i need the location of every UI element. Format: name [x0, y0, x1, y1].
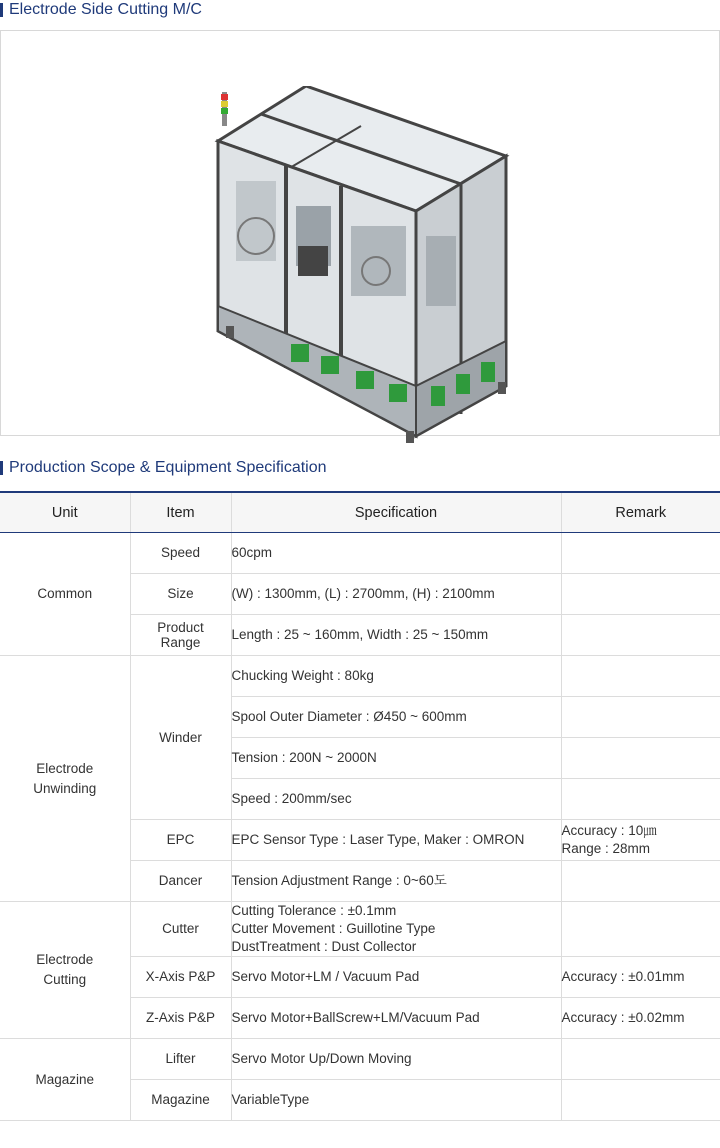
- spec-epc: EPC Sensor Type : Laser Type, Maker : OMRON: [231, 820, 561, 861]
- spec-magazine: VariableType: [231, 1080, 561, 1121]
- machine-image-frame: [0, 30, 720, 436]
- machine-title: Electrode Side Cutting M/C: [9, 1, 202, 18]
- remark-magazine: [561, 1080, 720, 1121]
- spec-chucking-weight: Chucking Weight : 80kg: [231, 656, 561, 697]
- spec-size: (W) : 1300mm, (L) : 2700mm, (H) : 2100mm: [231, 574, 561, 615]
- remark-spool-diameter: [561, 697, 720, 738]
- spec-dancer: Tension Adjustment Range : 0~60도: [231, 861, 561, 902]
- unit-magazine: Magazine: [0, 1039, 130, 1121]
- spec-spool-diameter: Spool Outer Diameter : Ø450 ~ 600mm: [231, 697, 561, 738]
- remark-epc: Accuracy : 10㎛ Range : 28mm: [561, 820, 720, 861]
- spec-table: [0, 491, 720, 1121]
- remark-size: [561, 574, 720, 615]
- spec-z-axis-pp: Servo Motor+BallScrew+LM/Vacuum Pad: [231, 998, 561, 1039]
- unit-electrode-cutting: Electrode Cutting: [0, 902, 130, 1039]
- remark-x-axis-pp: Accuracy : ±0.01mm: [561, 957, 720, 998]
- remark-dancer: [561, 861, 720, 902]
- item-lifter: Lifter: [130, 1039, 231, 1080]
- item-dancer: Dancer: [130, 861, 231, 902]
- table-row: [0, 533, 720, 574]
- title-bar-marker: [0, 3, 3, 17]
- remark-cutter: [561, 902, 720, 957]
- spec-winder-speed: Speed : 200mm/sec: [231, 779, 561, 820]
- item-speed: Speed: [130, 533, 231, 574]
- table-row: [0, 902, 720, 957]
- item-magazine: Magazine: [130, 1080, 231, 1121]
- title-bar-marker: [0, 461, 3, 475]
- table-row: [0, 1039, 720, 1080]
- section-title-machine: [0, 0, 202, 20]
- remark-chucking-weight: [561, 656, 720, 697]
- header-unit: Unit: [0, 492, 130, 533]
- header-remark: Remark: [561, 492, 720, 533]
- item-x-axis-pp: X-Axis P&P: [130, 957, 231, 998]
- spec-speed: 60cpm: [231, 533, 561, 574]
- spec-product-range: Length : 25 ~ 160mm, Width : 25 ~ 150mm: [231, 615, 561, 656]
- remark-lifter: [561, 1039, 720, 1080]
- spec-cutter: Cutting Tolerance : ±0.1mm Cutter Movement : Guillotine Type DustTreatment : Dust Collector: [231, 902, 561, 957]
- item-product-range: Product Range: [130, 615, 231, 656]
- unit-electrode-unwinding: Electrode Unwinding: [0, 656, 130, 902]
- item-cutter: Cutter: [130, 902, 231, 957]
- spec-x-axis-pp: Servo Motor+LM / Vacuum Pad: [231, 957, 561, 998]
- header-item: Item: [130, 492, 231, 533]
- machine-illustration: [206, 86, 516, 456]
- remark-speed: [561, 533, 720, 574]
- remark-product-range: [561, 615, 720, 656]
- item-epc: EPC: [130, 820, 231, 861]
- remark-z-axis-pp: Accuracy : ±0.02mm: [561, 998, 720, 1039]
- item-size: Size: [130, 574, 231, 615]
- item-winder: Winder: [130, 656, 231, 820]
- table-header-row: [0, 492, 720, 533]
- section-title-spec: [0, 458, 327, 478]
- header-specification: Specification: [231, 492, 561, 533]
- spec-lifter: Servo Motor Up/Down Moving: [231, 1039, 561, 1080]
- spec-title: Production Scope & Equipment Specification: [9, 459, 327, 476]
- table-row: [0, 656, 720, 697]
- remark-winder-speed: [561, 779, 720, 820]
- unit-common: Common: [0, 533, 130, 656]
- remark-tension: [561, 738, 720, 779]
- spec-tension: Tension : 200N ~ 2000N: [231, 738, 561, 779]
- item-z-axis-pp: Z-Axis P&P: [130, 998, 231, 1039]
